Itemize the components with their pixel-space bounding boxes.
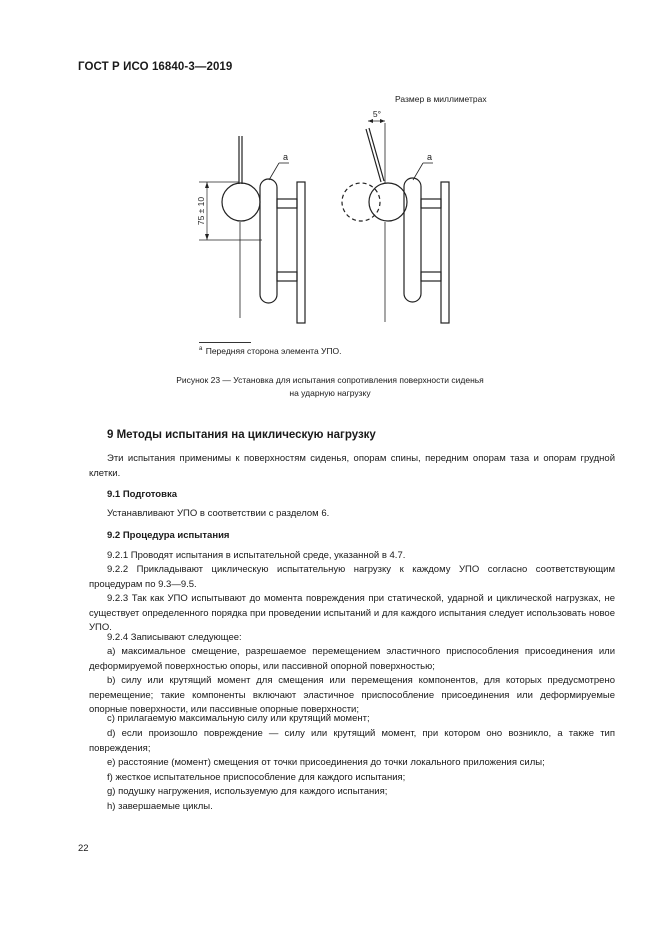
list-item-a: a) максимальное смещение, разрешаемое перемещением эластичного приспособления присоединения или деформируемой поверхностью опоры, или пассивной опорной поверхностью; xyxy=(89,646,615,672)
right-impact-ball xyxy=(369,183,407,221)
dimension-label: 75 ± 10 xyxy=(196,196,206,226)
right-attachment-upper xyxy=(421,199,441,208)
left-impact-ball xyxy=(222,183,260,221)
figure-caption-line1: Рисунок 23 — Установка для испытания сопротивления поверхности сиденья xyxy=(176,375,484,385)
callout-a-right: a xyxy=(427,152,433,162)
right-test-setup xyxy=(342,119,449,323)
running-header: ГОСТ Р ИСО 16840-3—2019 xyxy=(78,61,233,73)
figure-23-diagram xyxy=(0,0,661,340)
list-item-c: c) прилагаемую максимальную силу или крутящий момент; xyxy=(107,713,370,724)
left-test-setup xyxy=(199,136,305,323)
angle-label: 5° xyxy=(372,109,382,119)
list-item-b: b) силу или крутящий момент для смещения или перемещения компонентов, для которых предусмотрено перемещение; такие компоненты включают эластичное приспособление присоединения или деформируемые опорные поверхности, или пассивные опорные поверхности; xyxy=(89,675,615,716)
list-item-e: e) расстояние (момент) смещения от точки присоединения до точки локального приложения силы; xyxy=(107,757,545,768)
list-item-f: f) жесткое испытательное приспособление для каждого испытания; xyxy=(107,772,406,783)
page-number: 22 xyxy=(78,843,89,854)
left-attachment-lower xyxy=(277,272,297,281)
para-9-2-1: 9.2.1 Проводят испытания в испытательной среде, указанной в 4.7. xyxy=(107,550,406,561)
units-note: Размер в миллиметрах xyxy=(395,94,487,104)
subsection-9-2-title: 9.2 Процедура испытания xyxy=(107,530,230,541)
figure-footnote xyxy=(199,346,342,356)
footnote-separator xyxy=(199,342,251,343)
right-rigid-fixture xyxy=(441,182,449,323)
left-attachment-upper xyxy=(277,199,297,208)
section-title: 9 Методы испытания на циклическую нагрузку xyxy=(107,429,376,441)
subsection-9-1-title: 9.1 Подготовка xyxy=(107,489,177,500)
footnote-text: Передняя сторона элемента УПО. xyxy=(205,346,342,356)
right-pendulum-rod xyxy=(366,129,381,182)
list-item-h: h) завершаемые циклы. xyxy=(107,801,213,812)
para-9-2-4: 9.2.4 Записывают следующее: xyxy=(107,632,242,643)
left-seat-surface xyxy=(260,179,277,303)
right-attachment-lower xyxy=(421,272,441,281)
figure-caption-line2: на ударную нагрузку xyxy=(289,388,371,398)
list-item-d: d) если произошло повреждение — силу или крутящий момент, при котором оно возникло, а также тип повреждения; xyxy=(89,728,615,754)
callout-a-left: a xyxy=(283,152,289,162)
subsection-9-1-text: Устанавливают УПО в соответствии с разделом 6. xyxy=(107,508,330,519)
list-item-g: g) подушку нагружения, используемую для каждого испытания; xyxy=(107,786,388,797)
para-9-2-2: 9.2.2 Прикладывают циклическую испытательную нагрузку к каждому УПО согласно соответствующим процедурам по 9.3—9.5. xyxy=(89,564,615,590)
footnote-marker: a xyxy=(199,346,203,353)
left-rigid-fixture xyxy=(297,182,305,323)
section-intro: Эти испытания применимы к поверхностям сиденья, опорам спины, передним опорам таза и опорам грудной клетки. xyxy=(89,453,615,479)
para-9-2-3: 9.2.3 Так как УПО испытывают до момента повреждения при статической, ударной и циклической нагрузках, не существует определенного порядка при проведении испытаний и для каждого испытания следует использовать новое УПО. xyxy=(89,593,615,634)
